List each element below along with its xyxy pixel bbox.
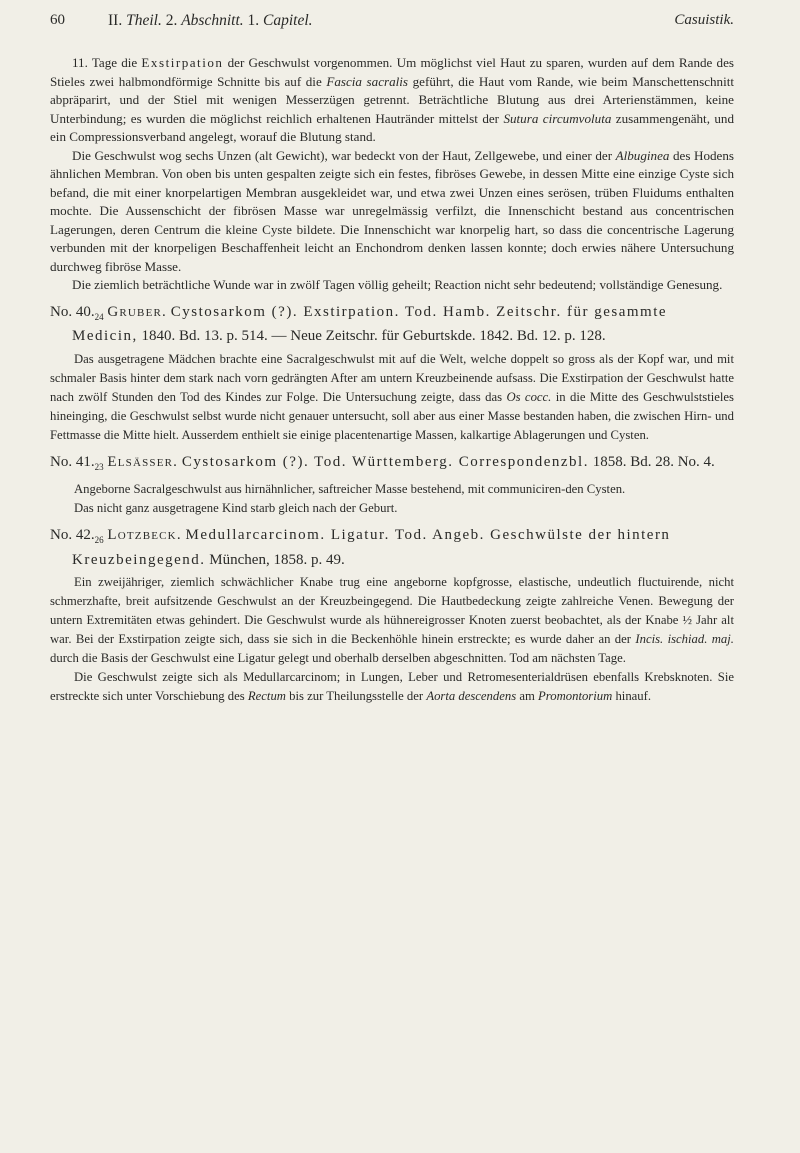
text-run: 11. Tage die (72, 55, 142, 70)
latin-term: Aorta descendens (426, 689, 517, 703)
case-title: Medullarcarcinom. Ligatur. Tod. Angeb. Geschwülste der hintern Kreuzbeingegend. (72, 527, 671, 568)
text-run: am (516, 689, 539, 703)
case-reference: 1840. Bd. 13. p. 514. — Neue Zeitschr. für Geburtskde. 1842. Bd. 12. p. 128. (137, 328, 606, 344)
latin-term: Os cocc. (506, 389, 552, 404)
case-paragraph: Das nicht ganz ausgetragene Kind starb gleich nach der Geburt. (74, 501, 398, 515)
case-subscript: 24 (94, 311, 104, 322)
text-run: in die Mitte des Geschwulststieles hineinging, die Geschwulst selbst wurde nicht genauer untersucht, soll aber aus einer Masse bestanden haben, die zwischen Hirn- und Fettmasse die Mitte hielt. Ausserdem enthielt sie einige placentenartige Massen, kalkartige Ablagerungen und Cysten. (50, 389, 734, 442)
theil-word: Theil. (126, 12, 162, 29)
latin-term: Rectum (247, 689, 286, 703)
case-heading (50, 303, 734, 347)
running-title (108, 12, 313, 30)
case-title: Cystosarkom (?). Tod. Württemberg. Correspondenzbl. (181, 453, 589, 470)
abschnitt-number: 2. (165, 12, 178, 29)
case-entry-42 (50, 526, 734, 706)
latin-term: Sutura circumvoluta (503, 110, 612, 126)
abschnitt-word: Abschnitt. (181, 12, 244, 29)
page-body (50, 54, 734, 706)
text-run: durch die Basis der Geschwulst eine Ligatur gelegt und oberhalb derselben abgeschnitten. Tod am nächsten Tage. (50, 651, 626, 665)
case-number: No. 40. (50, 303, 95, 320)
case-title: Cystosarkom (?). Exstirpation. Tod. Hamb. Zeitschr. für gesammte Medicin, (72, 303, 668, 344)
case-subscript: 26 (94, 535, 104, 545)
text-run: der Geschwulst vorgenommen. Um möglichst viel Haut zu sparen, wurden auf dem Rande des Stieles zwei halbmondförmige Schnitte bis auf die (50, 55, 734, 89)
case-paragraph (50, 573, 734, 668)
case-body (50, 480, 734, 518)
text-run: des Hodens ähnlichen Membran. Von oben bis unten gespalten zeigte sich ein festes, fibröses Gewebe, in dessen Mitte eine einzige Cyste sich befand, die mit einer knorpelartigen Membran ausgekleidet war, und etwa zwei Unzen eines serösen, trüben Fluidums enthalten mochte. Die Aussenschicht der fibrösen Masse war unregelmässig verfilzt, die Innenschicht bestand aus concentrischen Lagerungen, deren Centrum die kleine Cyste bildete. Die Innenschicht war knorpelig hart, so dass die concentrische Lagerung verbunden mit der knorpeligen Beschaffenheit leicht an Enchondrom denken lassen konnte; doch erwies nähere Untersuchung durchweg fibröse Masse. (50, 147, 734, 274)
case-author: Elsässer. (107, 453, 179, 470)
case-paragraph (50, 668, 734, 706)
case-subscript: 23 (94, 461, 104, 472)
capitel-word: Capitel. (263, 12, 313, 29)
intro-paragraph-2 (50, 147, 734, 277)
case-reference: München, 1858. p. 49. (205, 551, 345, 568)
case-author: Lotzbeck. (107, 527, 182, 543)
case-heading (50, 453, 734, 478)
case-paragraph: Angeborne Sacralgeschwulst aus hirnähnlicher, saftreicher Masse bestehend, mit communiciren-den Cysten. (74, 482, 626, 496)
latin-term: Incis. ischiad. maj. (635, 632, 734, 646)
intro-paragraph-3: Die ziemlich beträchtliche Wunde war in zwölf Tagen völlig geheilt; Reaction nicht sehr bedeutend; vollständige Genesung. (72, 277, 723, 292)
text-run: Die Geschwulst zeigte sich als Medullarcarcinom; in Lungen, Leber und Retromesenterialdrüsen ebenfalls Krebsknoten. Sie erstreckte sich unter Vorschiebung des (50, 670, 734, 703)
case-author: Gruber. (107, 303, 168, 320)
case-body (50, 573, 734, 706)
latin-term: Promontorium (538, 689, 613, 703)
case-heading (50, 526, 734, 570)
section-casuistik: Casuistik. (674, 12, 734, 28)
case-body (50, 350, 734, 445)
case-number: No. 41. (50, 453, 95, 470)
case-entry-40 (50, 303, 734, 445)
latin-term: Albuginea (615, 147, 670, 163)
theil-number: II. (108, 12, 123, 29)
text-run: Ein zweijähriger, ziemlich schwächlicher Knabe trug eine angeborne kopfgrosse, elastische, undeutlich fluctuirende, nicht schmerzhafte, breit aufsitzende Geschwulst an der Kreuzbeingegend. Die Hautbedeckung zeigte zahlreiche Venen. Bewegung der untern Extremitäten etwas gehindert. Die Geschwulst wurde als hühnereigrosser Knoten zuerst beobachtet, als der Knabe ½ Jahr alt war. Bei der Exstirpation zeigte sich, dass sie sich in die Beckenhöhle hinein erstreckte; es wurde daher an der (50, 575, 734, 646)
text-run: geführt, die Haut vom Rande, wie beim Manschettenschnitt abpräparirt, und der Stiel mit wenigen Messerzügen getrennt. Beträchtliche Blutung aus drei Arterienstämmen, keine Unterbindung; es wurden die möglichst reichlich erhaltenen Hautränder mittelst der (50, 73, 735, 126)
text-run: hinauf. (612, 689, 652, 703)
running-header (50, 12, 734, 36)
capitel-number: 1. (247, 12, 260, 29)
text-run: Das ausgetragene Mädchen brachte eine Sacralgeschwulst mit auf die Welt, welche doppelt so gross als der Kopf war, und mit schmaler Basis hinter dem stark nach vorn gedrängten After am untern Kreuzbeinende aufsass. Die Exstirpation der Geschwulst hatte nach zwölf Stunden den Tod des Kindes zur Folge. Die Untersuchung zeigte, dass das (50, 351, 734, 404)
case-paragraph (50, 350, 734, 445)
text-run: zusammengenäht, und ein Compressionsverband angelegt, worauf die Blutung stand. (50, 110, 735, 144)
intro-paragraph-1 (50, 54, 734, 147)
case-number: No. 42. (50, 527, 95, 543)
latin-term: Fascia sacralis (326, 73, 409, 89)
text-run: Die Geschwulst wog sechs Unzen (alt Gewicht), war bedeckt von der Haut, Zellgewebe, und einer der (72, 147, 616, 163)
page-number: 60 (50, 12, 65, 28)
text-run: bis zur Theilungsstelle der (285, 689, 427, 703)
spaced-term: Exstirpation (141, 55, 224, 70)
case-reference: 1858. Bd. 28. No. 4. (588, 453, 715, 470)
case-entry-41 (50, 453, 734, 519)
